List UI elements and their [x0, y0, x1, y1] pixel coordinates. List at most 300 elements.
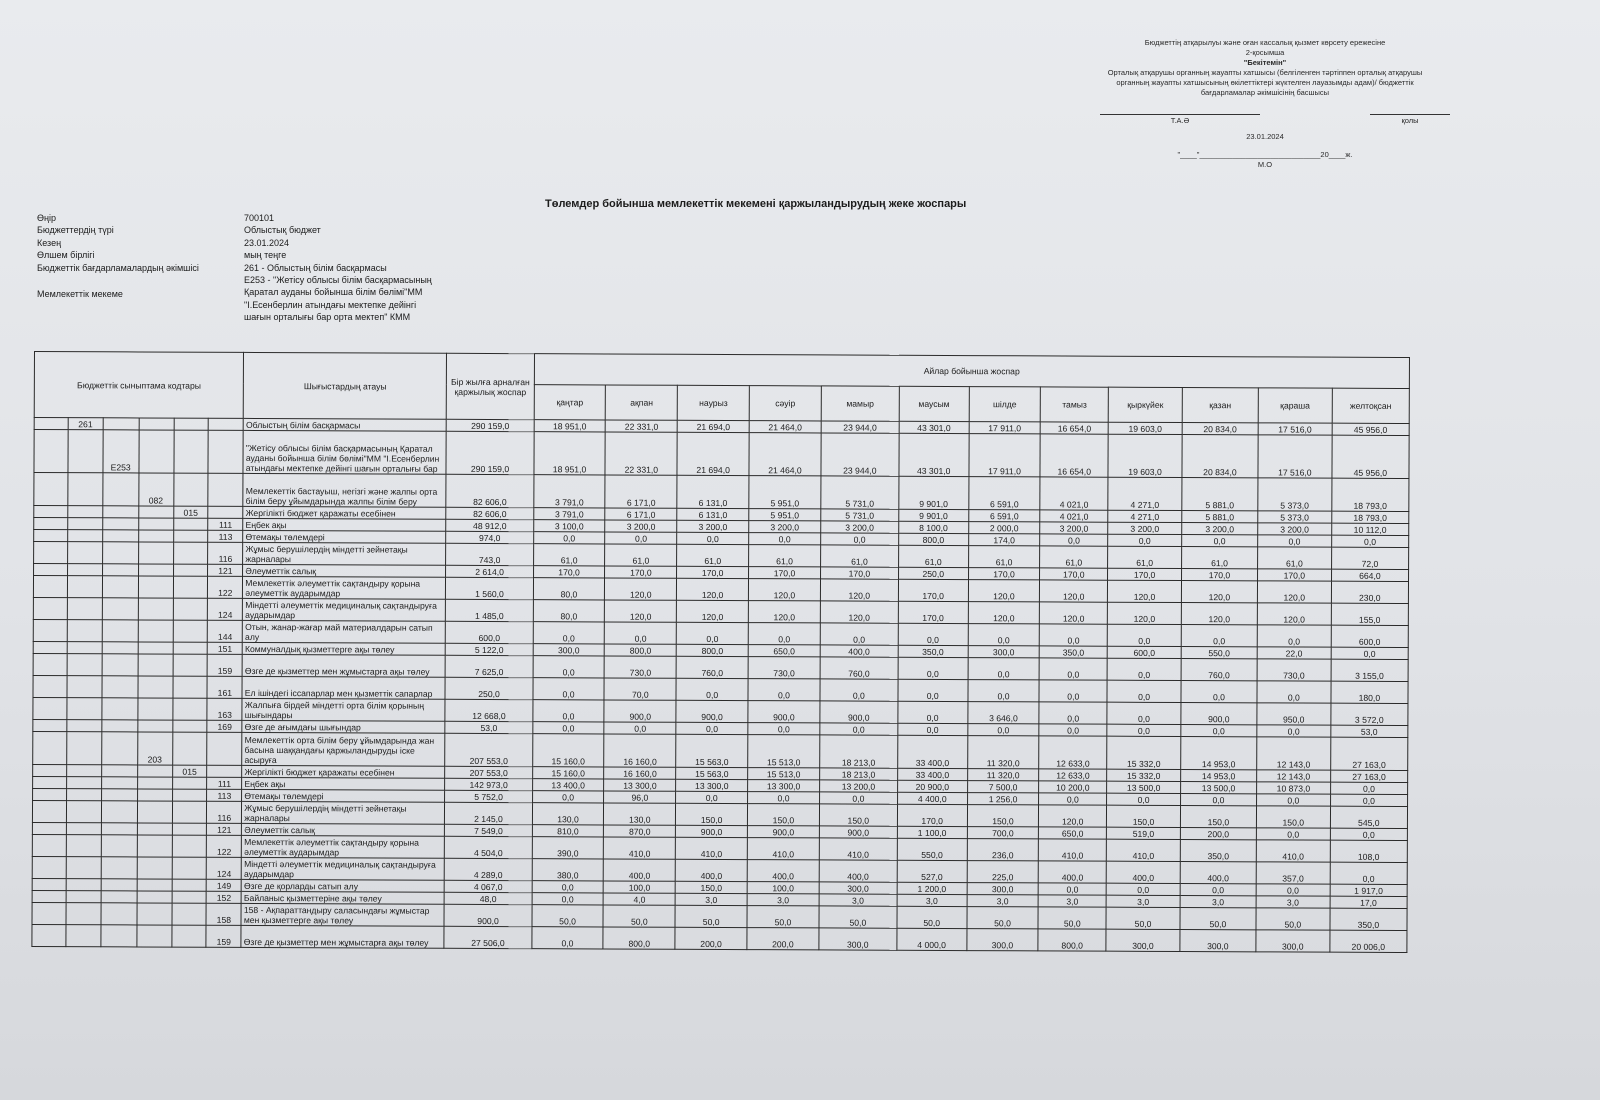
- meta-label: Мемлекеттік мекеме: [37, 289, 123, 300]
- empty-code-cell: [172, 891, 207, 903]
- monthly-value: 50,0: [532, 905, 604, 927]
- monthly-value: 230,0: [1331, 581, 1408, 603]
- empty-code-cell: [101, 891, 137, 903]
- empty-code-cell: [172, 720, 207, 732]
- monthly-value: 43 301,0: [899, 433, 969, 476]
- monthly-value: 0,0: [1107, 624, 1181, 646]
- monthly-value: 1 256,0: [967, 793, 1039, 805]
- empty-code-cell: [138, 542, 173, 564]
- annual-plan-value: 27 506,0: [444, 926, 531, 948]
- monthly-value: 700,0: [967, 827, 1039, 839]
- empty-code-cell: [172, 777, 207, 789]
- monthly-value: 18 951,0: [534, 432, 606, 475]
- monthly-value: 61,0: [1257, 547, 1331, 569]
- monthly-value: 150,0: [675, 881, 747, 893]
- monthly-value: 0,0: [1330, 794, 1407, 806]
- monthly-value: 120,0: [1039, 805, 1107, 827]
- monthly-value: 13 500,0: [1181, 782, 1257, 794]
- monthly-value: 120,0: [1257, 581, 1331, 603]
- header-month: қазан: [1182, 388, 1258, 423]
- empty-code-cell: [102, 698, 138, 720]
- monthly-value: 19 603,0: [1108, 422, 1182, 434]
- empty-code-cell: [172, 698, 207, 720]
- header-month: сәуір: [749, 386, 821, 421]
- monthly-value: 0,0: [604, 722, 676, 734]
- empty-code-cell: [172, 801, 207, 823]
- monthly-value: 5 951,0: [749, 476, 821, 509]
- monthly-value: 22 331,0: [606, 420, 678, 432]
- empty-code-cell: [103, 418, 139, 430]
- empty-code-cell: [34, 518, 68, 530]
- expense-name: Мемлекеттік әлеуметтік сақтандыру қорына әлеуметтік аударымдар: [243, 576, 446, 599]
- header-month: маусым: [899, 386, 969, 421]
- monthly-value: 17 911,0: [969, 422, 1041, 434]
- empty-code-cell: [173, 530, 208, 542]
- classification-code: 113: [208, 530, 243, 542]
- monthly-value: 13 500,0: [1107, 781, 1181, 793]
- monthly-value: 170,0: [605, 566, 677, 578]
- monthly-value: 5 881,0: [1182, 511, 1258, 523]
- monthly-value: 170,0: [1108, 568, 1182, 580]
- financing-plan-table: [31, 351, 1410, 953]
- monthly-value: 80,0: [533, 578, 605, 600]
- classification-code: 169: [207, 720, 242, 732]
- monthly-value: 6 591,0: [968, 477, 1040, 510]
- empty-code-cell: [101, 789, 137, 801]
- monthly-value: 0,0: [1039, 702, 1107, 724]
- monthly-value: 0,0: [1257, 725, 1331, 737]
- monthly-value: 350,0: [1330, 908, 1407, 930]
- monthly-value: 5 731,0: [821, 476, 899, 509]
- meta-row: [37, 262, 444, 274]
- header-month: ақпан: [606, 385, 678, 420]
- monthly-value: 0,0: [1257, 625, 1331, 647]
- monthly-value: 400,0: [747, 860, 819, 882]
- monthly-value: 45 956,0: [1332, 435, 1409, 478]
- expense-name: Жұмыс берушілердің міндетті зейнетақы жарналары: [242, 801, 445, 824]
- empty-code-cell: [33, 653, 67, 675]
- meta-value: мың теңге: [244, 250, 287, 261]
- expense-name: Өзге де қорларды сатып алу: [241, 879, 444, 892]
- empty-code-cell: [33, 764, 67, 776]
- meta-label: Өңір: [37, 213, 56, 223]
- monthly-value: 4 021,0: [1040, 477, 1108, 510]
- monthly-value: 0,0: [676, 622, 748, 644]
- empty-code-cell: [67, 598, 102, 620]
- monthly-value: 400,0: [1106, 861, 1180, 883]
- header-month: тамыз: [1041, 387, 1109, 422]
- empty-code-cell: [32, 800, 66, 822]
- monthly-value: 400,0: [819, 860, 897, 882]
- empty-code-cell: [67, 732, 102, 765]
- empty-code-cell: [208, 430, 243, 473]
- empty-code-cell: [138, 506, 173, 518]
- empty-code-cell: [137, 777, 172, 789]
- monthly-value: 120,0: [677, 578, 749, 600]
- annual-plan-value: 7 625,0: [446, 655, 533, 677]
- empty-code-cell: [68, 518, 103, 530]
- annual-plan-value: 12 668,0: [445, 699, 532, 721]
- monthly-value: 300,0: [819, 882, 897, 894]
- classification-code: 159: [206, 925, 241, 947]
- empty-code-cell: [173, 598, 208, 620]
- monthly-value: 800,0: [605, 644, 677, 656]
- monthly-value: 61,0: [1108, 546, 1182, 568]
- empty-code-cell: [173, 564, 208, 576]
- monthly-value: 61,0: [605, 544, 677, 566]
- annual-plan-value: 142 973,0: [445, 778, 532, 790]
- monthly-value: 43 301,0: [899, 421, 969, 433]
- monthly-value: 120,0: [968, 580, 1040, 602]
- empty-code-cell: [34, 418, 68, 430]
- monthly-value: 130,0: [604, 803, 676, 825]
- monthly-value: 22 331,0: [605, 432, 677, 475]
- empty-code-cell: [33, 719, 67, 731]
- annual-plan-value: 743,0: [446, 543, 533, 565]
- monthly-value: 300,0: [1106, 929, 1180, 951]
- header-name: Шығыстардың атауы: [244, 352, 447, 419]
- monthly-value: 0,0: [532, 893, 604, 905]
- monthly-value: 150,0: [1180, 806, 1256, 828]
- monthly-value: 1 917,0: [1330, 884, 1407, 896]
- monthly-value: 0,0: [532, 722, 604, 734]
- monthly-value: 0,0: [1039, 658, 1107, 680]
- empty-code-cell: [68, 506, 103, 518]
- monthly-value: 0,0: [1180, 884, 1256, 896]
- monthly-value: 900,0: [748, 701, 820, 723]
- monthly-value: 0,0: [1039, 724, 1107, 736]
- monthly-value: 120,0: [748, 579, 820, 601]
- monthly-value: 410,0: [604, 837, 676, 859]
- empty-code-cell: [34, 564, 68, 576]
- monthly-value: 0,0: [898, 623, 968, 645]
- monthly-value: 120,0: [1040, 580, 1108, 602]
- approval-date: 23.01.2024: [1246, 132, 1284, 141]
- monthly-value: 21 464,0: [749, 421, 821, 433]
- monthly-value: 3 572,0: [1331, 703, 1408, 725]
- annual-plan-value: 1 485,0: [446, 599, 533, 621]
- header-annual: Бір жылға арналған қаржылық жоспар: [447, 353, 534, 419]
- document-title: Төлемдер бойынша мемлекеттік мекемені қаржыландырудың жеке жоспары: [545, 198, 967, 210]
- approval-appendix: 2-қосымша: [1245, 48, 1285, 57]
- empty-code-cell: [138, 564, 173, 576]
- monthly-value: 6 131,0: [677, 475, 749, 508]
- expense-name: Ел ішіндегі іссапарлар мен қызметтік сапарлар: [242, 676, 445, 699]
- annual-plan-value: 207 553,0: [445, 766, 532, 778]
- monthly-value: 10 112,0: [1331, 523, 1408, 535]
- monthly-value: 27 163,0: [1330, 737, 1407, 770]
- empty-code-cell: [207, 765, 242, 777]
- monthly-value: 155,0: [1331, 603, 1408, 625]
- expense-name: Әлеуметтік салық: [242, 823, 445, 836]
- monthly-value: 120,0: [820, 601, 898, 623]
- monthly-value: 19 603,0: [1108, 434, 1182, 477]
- empty-code-cell: [102, 506, 138, 518]
- header-month: қаңтар: [534, 385, 606, 420]
- monthly-value: 3 200,0: [1258, 523, 1332, 535]
- monthly-value: 300,0: [1180, 930, 1256, 952]
- monthly-value: 900,0: [1181, 703, 1257, 725]
- monthly-value: 650,0: [748, 645, 820, 657]
- annual-plan-value: 600,0: [446, 621, 533, 643]
- monthly-value: 16 160,0: [604, 734, 676, 767]
- monthly-value: 108,0: [1330, 840, 1407, 862]
- empty-code-cell: [139, 430, 174, 473]
- monthly-value: 61,0: [968, 546, 1040, 568]
- classification-code: 159: [207, 654, 242, 676]
- monthly-value: 300,0: [967, 883, 1039, 895]
- monthly-value: 120,0: [1181, 581, 1257, 603]
- monthly-value: 120,0: [748, 601, 820, 623]
- monthly-value: 0,0: [1256, 794, 1330, 806]
- empty-code-cell: [174, 418, 209, 430]
- signature-row: [1100, 114, 1430, 126]
- expense-name: Отын, жанар-жағар май материалдарын сатып алу: [243, 620, 446, 643]
- monthly-value: 0,0: [676, 722, 748, 734]
- meta-value: 261 - Облыстың білім басқармасы: [244, 262, 387, 273]
- classification-code: 015: [173, 506, 208, 518]
- monthly-value: 6 171,0: [605, 508, 677, 520]
- annual-plan-value: 82 606,0: [446, 474, 533, 507]
- monthly-value: 6 131,0: [677, 508, 749, 520]
- monthly-value: 4,0: [604, 893, 676, 905]
- monthly-value: 0,0: [1181, 625, 1257, 647]
- monthly-value: 170,0: [1040, 568, 1108, 580]
- empty-code-cell: [101, 801, 137, 823]
- empty-code-cell: [137, 720, 172, 732]
- monthly-value: 45 956,0: [1332, 423, 1409, 435]
- empty-code-cell: [173, 576, 208, 598]
- monthly-value: 3 791,0: [533, 508, 605, 520]
- classification-code: 121: [208, 564, 243, 576]
- empty-code-cell: [33, 619, 67, 641]
- approval-block: [1100, 38, 1430, 170]
- monthly-value: 730,0: [1257, 659, 1331, 681]
- monthly-value: 17,0: [1330, 896, 1407, 908]
- monthly-value: 13 400,0: [532, 779, 604, 791]
- monthly-value: 0,0: [605, 622, 677, 644]
- classification-code: 124: [208, 598, 243, 620]
- monthly-value: 11 320,0: [967, 736, 1039, 769]
- monthly-value: 0,0: [898, 679, 968, 701]
- monthly-value: 410,0: [1039, 839, 1107, 861]
- monthly-value: 180,0: [1331, 681, 1408, 703]
- monthly-value: 900,0: [820, 701, 898, 723]
- expense-name: "Жетісу облысы білім басқармасының Қаратал ауданы бойынша білім бөлімі"ММ "І.Есенберлин атындағы мектепке дейінгі шағын орталығы бар: [243, 430, 446, 474]
- empty-code-cell: [209, 418, 244, 430]
- monthly-value: 0,0: [1107, 702, 1181, 724]
- monthly-value: 120,0: [1181, 603, 1257, 625]
- monthly-value: 50,0: [819, 906, 897, 928]
- empty-code-cell: [102, 720, 138, 732]
- monthly-value: 0,0: [1107, 658, 1181, 680]
- empty-code-cell: [34, 542, 68, 564]
- monthly-value: 4 400,0: [897, 792, 967, 804]
- monthly-value: 4 271,0: [1108, 477, 1182, 510]
- empty-code-cell: [102, 676, 138, 698]
- monthly-value: 17 516,0: [1258, 435, 1332, 478]
- header-month: желтоқсан: [1332, 388, 1409, 423]
- monthly-value: 96,0: [604, 791, 676, 803]
- monthly-value: 300,0: [967, 929, 1039, 951]
- empty-code-cell: [102, 576, 138, 598]
- monthly-value: 545,0: [1330, 806, 1407, 828]
- monthly-value: 120,0: [677, 600, 749, 622]
- empty-code-cell: [68, 530, 103, 542]
- monthly-value: 350,0: [898, 645, 968, 657]
- monthly-value: 0,0: [1106, 883, 1180, 895]
- expense-name: Міндетті әлеуметтік медициналық сақтандыруға аударымдар: [242, 857, 445, 880]
- monthly-value: 0,0: [1256, 884, 1330, 896]
- expense-name: Коммуналдық қызметтерге ақы төлеу: [242, 642, 445, 655]
- monthly-value: 12 143,0: [1257, 737, 1331, 770]
- monthly-value: 170,0: [533, 566, 605, 578]
- monthly-value: 20 006,0: [1330, 930, 1407, 952]
- expense-name: Жергілікті бюджет қаражаты есебінен: [243, 506, 446, 519]
- monthly-value: 15 513,0: [748, 735, 820, 768]
- monthly-value: 23 944,0: [821, 433, 899, 476]
- monthly-value: 0,0: [968, 680, 1040, 702]
- table-row: [32, 924, 1407, 952]
- monthly-value: 170,0: [749, 567, 821, 579]
- monthly-value: 150,0: [819, 804, 897, 826]
- header-month: мамыр: [821, 386, 899, 421]
- monthly-value: 0,0: [1107, 793, 1181, 805]
- monthly-value: 0,0: [1039, 883, 1107, 895]
- monthly-value: 23 944,0: [821, 421, 899, 433]
- monthly-value: 15 563,0: [676, 734, 748, 767]
- empty-code-cell: [32, 856, 66, 878]
- empty-code-cell: [101, 777, 137, 789]
- monthly-value: 17 516,0: [1258, 423, 1332, 435]
- approval-rule-ref: Бюджеттің атқарылуы және оған кассалық қызмет көрсету ережесіне: [1144, 38, 1386, 47]
- monthly-value: 120,0: [968, 602, 1040, 624]
- empty-code-cell: [102, 530, 138, 542]
- annual-plan-value: 974,0: [446, 531, 533, 543]
- monthly-value: 4 000,0: [897, 928, 967, 950]
- monthly-value: 5 373,0: [1258, 511, 1332, 523]
- monthly-value: 0,0: [898, 657, 968, 679]
- monthly-value: 14 953,0: [1181, 737, 1257, 770]
- monthly-value: 33 400,0: [897, 768, 967, 780]
- empty-code-cell: [137, 879, 172, 891]
- monthly-value: 61,0: [533, 544, 605, 566]
- monthly-value: 0,0: [748, 723, 820, 735]
- monthly-value: 3,0: [897, 894, 967, 906]
- empty-code-cell: [102, 642, 138, 654]
- monthly-value: 760,0: [1181, 659, 1257, 681]
- annual-plan-value: 82 606,0: [446, 507, 533, 519]
- monthly-value: 170,0: [1181, 569, 1257, 581]
- empty-code-cell: [138, 676, 173, 698]
- monthly-value: 4 271,0: [1108, 510, 1182, 522]
- annual-plan-value: 207 553,0: [445, 733, 532, 766]
- empty-code-cell: [138, 654, 173, 676]
- monthly-value: 0,0: [533, 656, 605, 678]
- monthly-value: 900,0: [819, 826, 897, 838]
- empty-code-cell: [137, 925, 172, 947]
- empty-code-cell: [102, 598, 138, 620]
- annual-plan-value: 2 614,0: [446, 565, 533, 577]
- monthly-value: 760,0: [676, 656, 748, 678]
- fio-line: Т.А.Ә: [1100, 114, 1260, 126]
- classification-code: 144: [208, 620, 243, 642]
- monthly-value: 18 213,0: [820, 768, 898, 780]
- monthly-value: 7 500,0: [967, 781, 1039, 793]
- monthly-value: 5 373,0: [1258, 478, 1332, 511]
- monthly-value: 18 213,0: [820, 735, 898, 768]
- monthly-value: 33 400,0: [898, 735, 968, 768]
- annual-plan-value: 4 067,0: [445, 880, 532, 892]
- classification-code: 124: [207, 857, 242, 879]
- monthly-value: 120,0: [605, 578, 677, 600]
- monthly-value: 15 160,0: [532, 767, 604, 779]
- monthly-value: 12 143,0: [1257, 770, 1331, 782]
- monthly-value: 20 834,0: [1182, 435, 1258, 478]
- monthly-value: 0,0: [819, 792, 897, 804]
- empty-code-cell: [172, 879, 207, 891]
- monthly-value: 0,0: [1107, 724, 1181, 736]
- monthly-value: 0,0: [1331, 647, 1408, 659]
- empty-code-cell: [66, 879, 101, 891]
- monthly-value: 0,0: [1331, 535, 1408, 547]
- header-month: шілде: [969, 387, 1041, 422]
- classification-code: 015: [172, 765, 207, 777]
- meta-label: Кезең: [37, 237, 62, 248]
- monthly-value: 50,0: [747, 906, 819, 928]
- meta-value: 700101: [244, 213, 275, 223]
- monthly-value: 550,0: [897, 838, 967, 860]
- monthly-value: 174,0: [968, 534, 1040, 546]
- empty-code-cell: [138, 642, 173, 654]
- monthly-value: 357,0: [1256, 862, 1330, 884]
- monthly-value: 70,0: [604, 678, 676, 700]
- stamp-label: М.О: [1257, 160, 1273, 169]
- expense-name: Міндетті әлеуметтік медициналық сақтандыруға аударымдар: [243, 598, 446, 621]
- approval-position: Орталық атқарушы органның жауапты хатшысы (белгіленген тәртіппен орталық атқарушы органның жауапты хатшысының өкілеттіктері жүктелген лауазымды адам)/ бюджеттік бағдарламалар әкімшісінің басшысы: [1107, 68, 1423, 97]
- monthly-value: 0,0: [898, 701, 968, 723]
- monthly-value: 3,0: [1256, 896, 1330, 908]
- monthly-value: 16 654,0: [1041, 422, 1109, 434]
- monthly-value: 0,0: [676, 791, 748, 803]
- empty-code-cell: [34, 430, 68, 473]
- annual-plan-value: 7 549,0: [445, 824, 532, 836]
- expense-name: Жергілікті бюджет қаражаты есебінен: [242, 765, 445, 778]
- monthly-value: 3 100,0: [533, 520, 605, 532]
- meta-row: [37, 212, 444, 224]
- monthly-value: 9 901,0: [899, 509, 969, 521]
- monthly-value: 22,0: [1257, 647, 1331, 659]
- meta-value: Облыстық бюджет: [244, 225, 321, 236]
- empty-code-cell: [138, 576, 173, 598]
- monthly-value: 0,0: [533, 678, 605, 700]
- empty-code-cell: [138, 620, 173, 642]
- monthly-value: 0,0: [968, 658, 1040, 680]
- monthly-value: 3 200,0: [1182, 523, 1258, 535]
- empty-code-cell: [207, 732, 242, 765]
- meta-row: [37, 224, 444, 236]
- monthly-value: 0,0: [1040, 534, 1108, 546]
- empty-code-cell: [66, 891, 101, 903]
- monthly-value: 4 021,0: [1040, 510, 1108, 522]
- expense-name: Жалпыға бірдей міндетті орта білім қорының шығындары: [242, 698, 445, 721]
- expense-name: Өтемақы төлемдері: [242, 789, 445, 802]
- empty-code-cell: [101, 835, 137, 857]
- monthly-value: 300,0: [533, 644, 605, 656]
- empty-code-cell: [66, 823, 101, 835]
- classification-code: 151: [208, 642, 243, 654]
- empty-code-cell: [32, 822, 66, 834]
